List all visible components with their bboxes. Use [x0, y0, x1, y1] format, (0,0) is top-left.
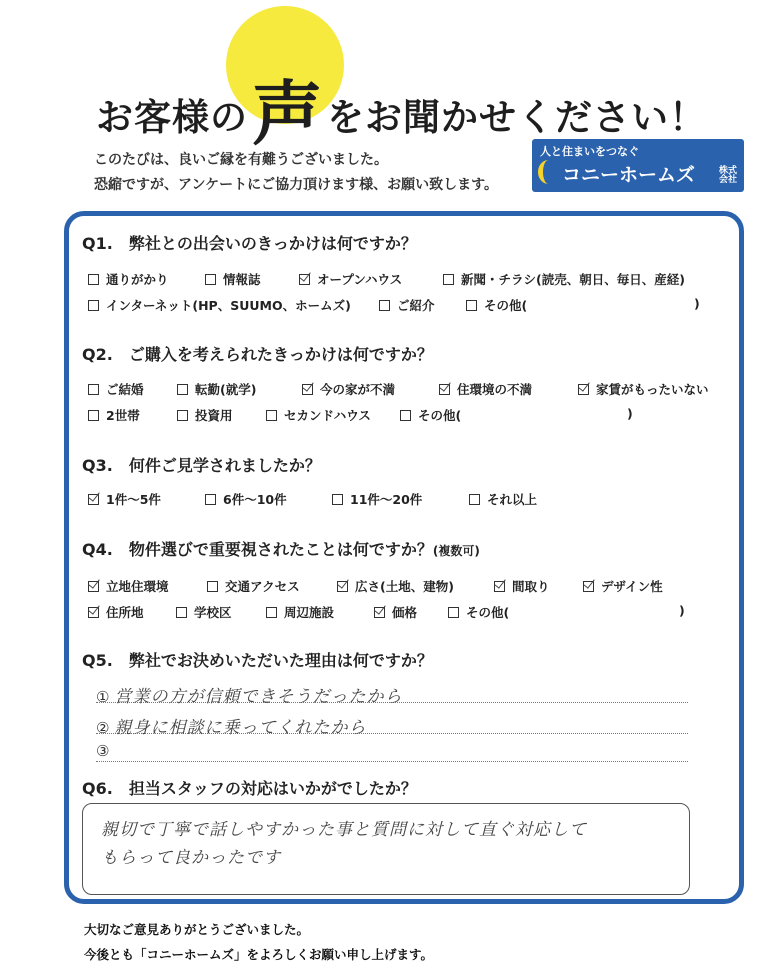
checkbox[interactable]	[332, 494, 343, 505]
answer-number: ③	[96, 742, 110, 760]
handwritten-answer: 親身に相談に乗ってくれたから	[114, 718, 367, 738]
handwritten-answer: 営業の方が信頼できそうだったから	[114, 687, 403, 707]
title-pre: お客様の	[96, 96, 248, 139]
checkbox-checked[interactable]	[299, 274, 310, 285]
checkbox-checked[interactable]	[494, 581, 505, 592]
checkbox[interactable]	[443, 274, 454, 285]
q2-option[interactable]: 住環境の不満	[439, 380, 532, 398]
q6-handwritten-line-1: 親切で丁寧で話しやすかった事と質問に対して直ぐ対応して	[101, 820, 587, 840]
q5-answer-field[interactable]	[96, 713, 688, 738]
q5-answer-field[interactable]	[96, 682, 688, 707]
checkbox-checked[interactable]	[88, 581, 99, 592]
q1-option[interactable]: その他(	[466, 296, 527, 314]
q1-title: Q1. 弊社との出会いのきっかけは何ですか？	[82, 234, 417, 253]
q4-option[interactable]: 価格	[374, 603, 417, 621]
checkbox-checked[interactable]	[374, 607, 385, 618]
q4-option[interactable]: 学校区	[176, 603, 232, 621]
q2-option[interactable]: 2世帯	[88, 406, 140, 424]
intro-line-1: このたびは、良いご縁を有難うございました。	[94, 152, 388, 168]
checkbox[interactable]	[205, 494, 216, 505]
footer-thanks: 大切なご意見ありがとうございました。	[84, 922, 310, 937]
q2-option[interactable]: ご結婚	[88, 380, 144, 398]
q1-option[interactable]: 通りがかり	[88, 270, 169, 288]
checkbox[interactable]	[379, 300, 390, 311]
checkbox[interactable]	[205, 274, 216, 285]
checkbox[interactable]	[88, 384, 99, 395]
q2-option[interactable]: 今の家が不満	[302, 380, 395, 398]
checkbox-checked[interactable]	[337, 581, 348, 592]
q1-other-close: )	[694, 296, 700, 311]
q4-option[interactable]: 立地住環境	[88, 577, 169, 595]
checkbox[interactable]	[469, 494, 480, 505]
q2-option[interactable]: 家賃がもったいない	[578, 380, 709, 398]
q3-option[interactable]: 11件～20件	[332, 490, 422, 508]
checkbox[interactable]	[448, 607, 459, 618]
q2-option[interactable]: 投資用	[177, 406, 233, 424]
q4-option[interactable]: 住所地	[88, 603, 144, 621]
checkbox[interactable]	[88, 274, 99, 285]
q4-option[interactable]: 広さ(土地、建物)	[337, 577, 454, 595]
q2-option[interactable]: 転勤(就学)	[177, 380, 256, 398]
q2-option[interactable]: セカンドハウス	[266, 406, 371, 424]
answer-number: ②	[96, 719, 110, 737]
checkbox[interactable]	[400, 410, 411, 421]
q4-option[interactable]: 間取り	[494, 577, 550, 595]
q3-option[interactable]: それ以上	[469, 490, 537, 508]
checkbox[interactable]	[88, 410, 99, 421]
checkbox-checked[interactable]	[302, 384, 313, 395]
checkbox[interactable]	[176, 607, 187, 618]
q1-option[interactable]: ご紹介	[379, 296, 435, 314]
checkbox-checked[interactable]	[88, 607, 99, 618]
company-logo	[532, 139, 744, 192]
logo-tagline: 人と住まいをつなぐ	[540, 145, 639, 158]
checkbox[interactable]	[207, 581, 218, 592]
q1-option[interactable]: オープンハウス	[299, 270, 402, 288]
checkbox[interactable]	[177, 384, 188, 395]
q4-option[interactable]: デザイン性	[583, 577, 663, 595]
q4-option[interactable]: 周辺施設	[266, 603, 334, 621]
checkbox[interactable]	[466, 300, 477, 311]
q3-title: Q3. 何件ご見学されましたか？	[82, 456, 321, 475]
q2-option[interactable]: その他(	[400, 406, 461, 424]
q4-option[interactable]: 交通アクセス	[207, 577, 300, 595]
q6-handwritten-line-2: もらって良かったです	[101, 848, 281, 868]
q4-other-close: )	[679, 603, 685, 618]
q1-option[interactable]: 新聞・チラシ(読売、朝日、毎日、産経)	[443, 270, 685, 288]
q6-title: Q6. 担当スタッフの対応はいかがでしたか？	[82, 779, 417, 798]
checkbox-checked[interactable]	[583, 581, 594, 592]
checkbox[interactable]	[266, 410, 277, 421]
q3-option[interactable]: 6件～10件	[205, 490, 287, 508]
q3-option[interactable]: 1件～5件	[88, 490, 161, 508]
q5-answer-field[interactable]	[96, 741, 688, 762]
logo-company-type: 株式会社	[718, 166, 737, 185]
answer-number: ①	[96, 688, 110, 706]
q1-option[interactable]: インターネット(HP、SUUMO、ホームズ)	[88, 296, 351, 314]
q2-title: Q2. ご購入を考えられたきっかけは何ですか？	[82, 345, 433, 364]
q4-option[interactable]: その他(	[448, 603, 509, 621]
intro-line-2: 恐縮ですが、アンケートにご協力頂けます様、お願い致します。	[94, 177, 499, 193]
q5-title: Q5. 弊社でお決めいただいた理由は何ですか？	[82, 651, 433, 670]
checkbox-checked[interactable]	[439, 384, 450, 395]
title-post: をお聞かせください！	[327, 96, 707, 139]
footer-closing: 今後とも「コニーホームズ」をよろしくお願い申し上げます。	[84, 947, 434, 962]
checkbox-checked[interactable]	[578, 384, 589, 395]
logo-moon-icon	[538, 160, 559, 184]
title-big-character: 声	[252, 73, 323, 155]
checkbox[interactable]	[177, 410, 188, 421]
checkbox-checked[interactable]	[88, 494, 99, 505]
q2-other-close: )	[627, 406, 633, 421]
q4-title: Q4. 物件選びで重要視されたことは何ですか？(複数可)	[82, 540, 480, 559]
q4-title-sub: (複数可)	[432, 544, 480, 558]
checkbox[interactable]	[266, 607, 277, 618]
logo-name: コニーホームズ	[562, 164, 696, 186]
q1-option[interactable]: 情報誌	[205, 270, 261, 288]
checkbox[interactable]	[88, 300, 99, 311]
